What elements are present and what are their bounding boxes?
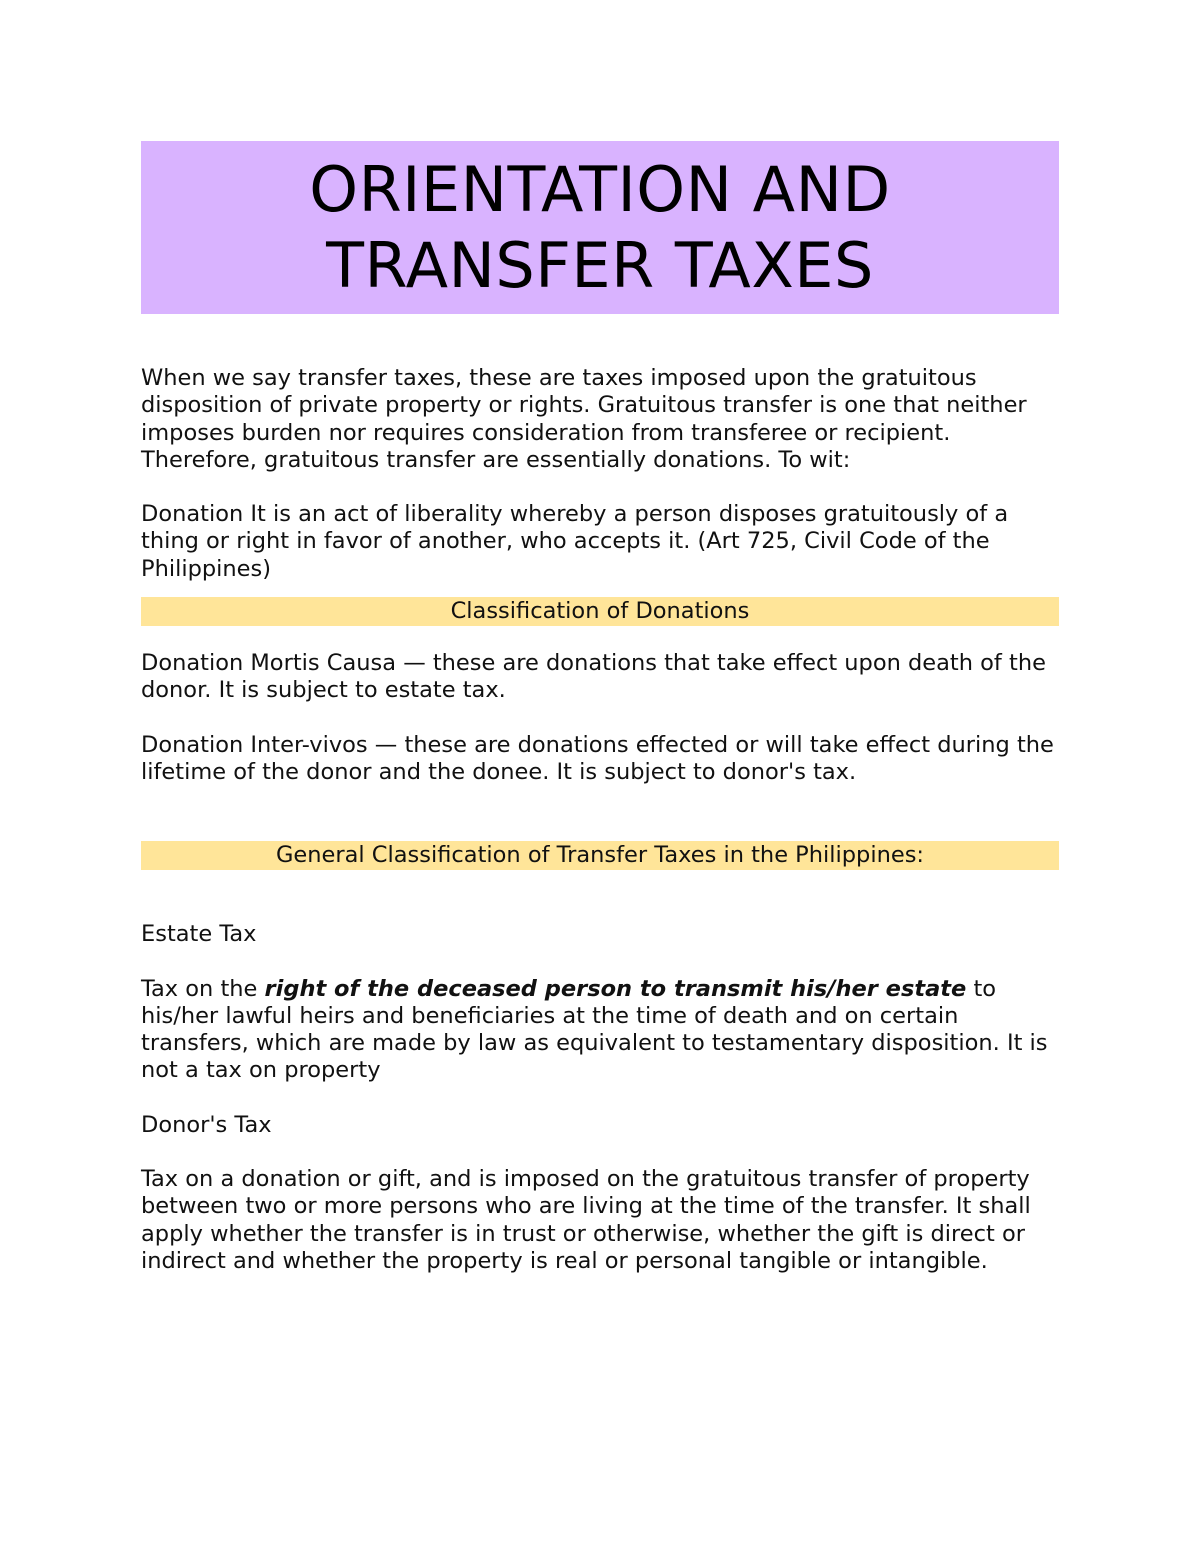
general-classification-heading: General Classification of Transfer Taxes in the Philippines: [141, 841, 1059, 870]
title-banner [141, 141, 1059, 314]
donors-tax-paragraph: Tax on a donation or gift, and is imposed on the gratuitous transfer of property between two or more persons who are living at the time of the transfer. It shall apply whether the transfer is in trust or otherwise, whether the gift is direct or indirect and whether the property is real or personal tangible or intangible. [141, 1166, 1031, 1274]
mortis-causa-paragraph: Donation Mortis Causa — these are donations that take effect upon death of the donor. It is subject to estate tax. [141, 650, 1046, 704]
donors-tax-heading: Donor's Tax [141, 1111, 272, 1138]
estate-tax-prefix: Tax on the [141, 975, 265, 1002]
inter-vivos-paragraph: Donation Inter-vivos — these are donations effected or will take effect during the lifetime of the donor and the donee. It is subject to donor's tax. [141, 731, 1054, 785]
estate-tax-heading: Estate Tax [141, 921, 257, 948]
estate-tax-emphasis: right of the deceased person to transmit his/her estate [264, 975, 967, 1002]
estate-tax-suffix: to his/her lawful heirs and beneficiaries at the time of death and on certain transfers, which are made by law as equivalent to testamentary disposition. It is not a tax on property [141, 975, 1048, 1084]
title-line-2: TRANSFER TAXES [326, 228, 874, 302]
intro-paragraph: When we say transfer taxes, these are taxes imposed upon the gratuitous disposition of private property or rights. Gratuitous transfer is one that neither imposes burden nor requires consideration from transferee or recipient. Therefore, gratuitous transfer are essentially donations. To wit: [141, 365, 1027, 473]
title-line-1: ORIENTATION AND [309, 152, 891, 226]
donation-definition-paragraph: Donation It is an act of liberality whereby a person disposes gratuitously of a thing or right in favor of another, who accepts it. (Art 725, Civil Code of the Philippines) [141, 501, 1009, 582]
classification-heading: Classification of Donations [141, 597, 1059, 626]
estate-tax-paragraph [141, 976, 1059, 1085]
document-page [141, 141, 1059, 1275]
